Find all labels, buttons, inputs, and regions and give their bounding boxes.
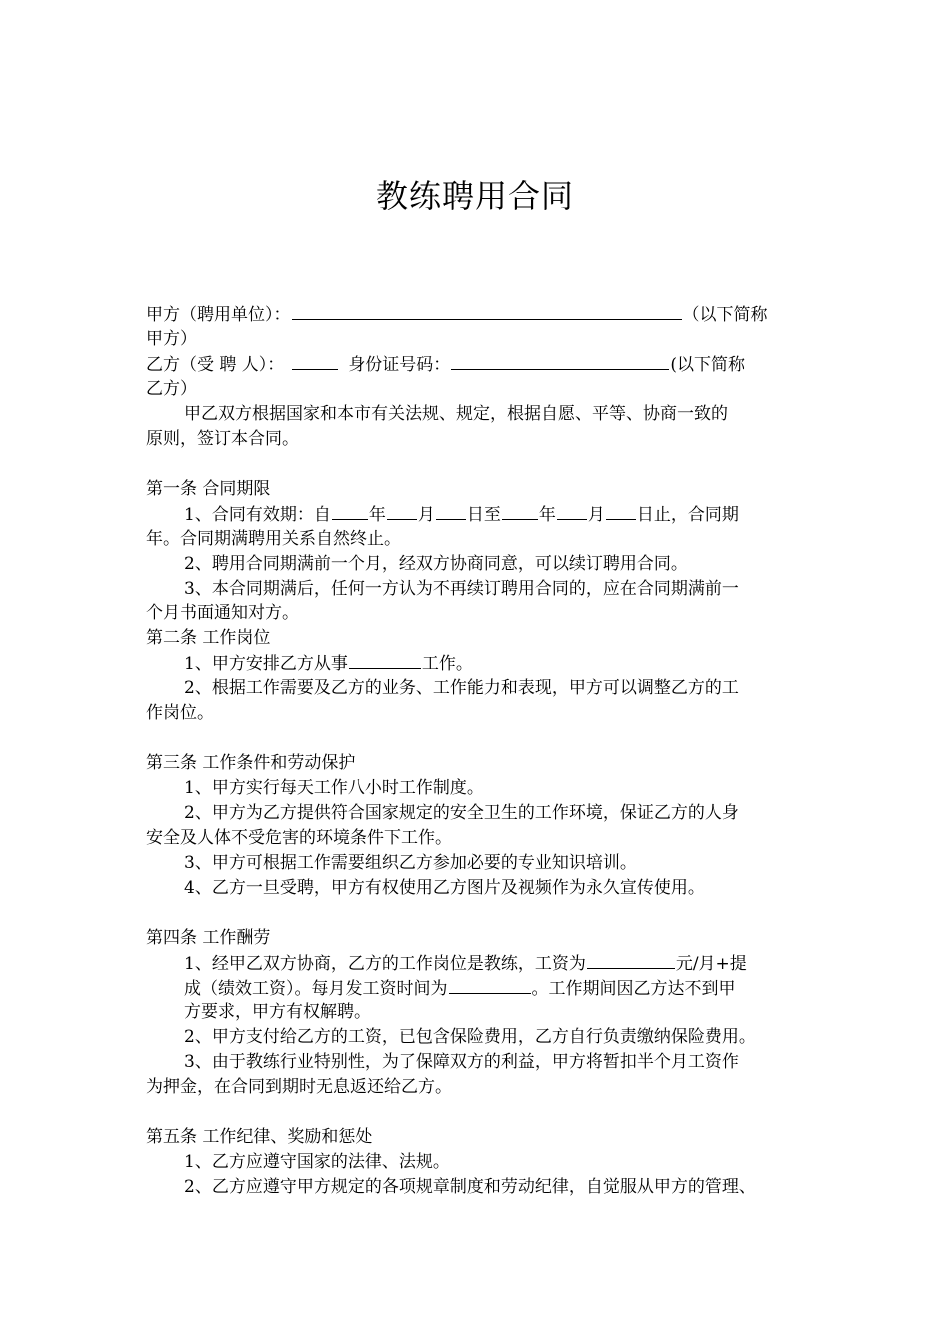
party-b-suffix: (以下简称: [670, 355, 745, 375]
article-4-clause-3-wrap: 为押金，在合同到期时无息返还给乙方。: [146, 1077, 452, 1097]
party-a-suffix: （以下简称: [682, 305, 768, 325]
article-2-clause-1: [184, 651, 814, 675]
article-3-clause-1: 1、甲方实行每天工作八小时工作制度。: [184, 778, 484, 798]
article-1-heading: 第一条 合同期限: [146, 479, 271, 499]
article-2-heading: 第二条 工作岗位: [146, 628, 271, 648]
party-b-label: 乙方（受 聘 人）：: [146, 355, 285, 375]
party-a-name-field[interactable]: [292, 302, 682, 320]
article-1-clause-3-wrap: 个月书面通知对方。: [146, 603, 299, 623]
article-4-clause-1: [184, 951, 814, 975]
party-a-label: 甲方（聘用单位）：: [146, 305, 291, 325]
article-3-clause-2-wrap: 安全及人体不受危害的环境条件下工作。: [146, 828, 452, 848]
clause-text: 成（绩效工资）。每月发工资时间为: [184, 979, 448, 999]
party-b-line-wrap: 乙方）: [146, 379, 197, 399]
preamble-line-1: 甲乙双方根据国家和本市有关法规、规定，根据自愿、平等、协商一致的: [184, 404, 728, 424]
article-4-heading: 第四条 工作酬劳: [146, 928, 271, 948]
party-b-name-field[interactable]: [292, 352, 338, 370]
article-2-clause-2-wrap: 作岗位。: [146, 703, 214, 723]
article-1-clause-2: 2、聘用合同期满前一个月，经双方协商同意，可以续订聘用合同。: [184, 554, 688, 574]
article-5-heading: 第五条 工作纪律、奖励和惩处: [146, 1127, 373, 1147]
clause-text: 元/月+提: [675, 954, 747, 974]
article-5-clause-1: 1、乙方应遵守国家的法律、法规。: [184, 1152, 450, 1172]
article-3-clause-3: 3、甲方可根据工作需要组织乙方参加必要的专业知识培训。: [184, 853, 637, 873]
party-b-id-field[interactable]: [451, 352, 669, 370]
party-b-line: [146, 352, 814, 376]
year-label: 年: [368, 505, 386, 525]
clause-text: 1、甲方安排乙方从事: [184, 654, 348, 674]
day-end-label: 日止，合同期: [636, 505, 739, 525]
article-2-clause-2: 2、根据工作需要及乙方的业务、工作能力和表现，甲方可以调整乙方的工: [184, 678, 739, 698]
clause-text: 1、合同有效期：自: [184, 505, 331, 525]
end-year-field[interactable]: [502, 502, 538, 520]
clause-text: 1、经甲乙双方协商，乙方的工作岗位是教练，工资为: [184, 954, 586, 974]
year-label: 年: [538, 505, 556, 525]
article-1-clause-3: 3、本合同期满后，任何一方认为不再续订聘用合同的，应在合同期满前一: [184, 579, 739, 599]
party-a-line-wrap: 甲方）: [146, 329, 197, 349]
article-4-clause-3: 3、由于教练行业特别性，为了保障双方的利益，甲方将暂扣半个月工资作: [184, 1052, 739, 1072]
work-type-field[interactable]: [349, 651, 421, 669]
article-4-clause-1-line-2: [184, 976, 814, 1000]
clause-text: 。工作期间因乙方达不到甲: [531, 979, 736, 999]
article-1-clause-1: [184, 502, 814, 526]
article-3-clause-2: 2、甲方为乙方提供符合国家规定的安全卫生的工作环境，保证乙方的人身: [184, 803, 739, 823]
article-3-heading: 第三条 工作条件和劳动保护: [146, 753, 356, 773]
start-month-field[interactable]: [387, 502, 417, 520]
salary-field[interactable]: [587, 951, 675, 969]
start-day-field[interactable]: [436, 502, 466, 520]
article-3-clause-4: 4、乙方一旦受聘，甲方有权使用乙方图片及视频作为永久宣传使用。: [184, 878, 705, 898]
party-b-id-label: 身份证号码：: [348, 355, 451, 375]
article-4-clause-1-line-3: 方要求，甲方有权解聘。: [184, 1002, 371, 1022]
clause-text: 工作。: [421, 654, 473, 674]
article-4-clause-2: 2、甲方支付给乙方的工资，已包含保险费用，乙方自行负责缴纳保险费用。: [184, 1027, 756, 1047]
end-month-field[interactable]: [557, 502, 587, 520]
preamble-line-2: 原则，签订本合同。: [146, 429, 299, 449]
day-to-label: 日至: [466, 505, 501, 525]
month-label: 月: [587, 505, 605, 525]
article-1-clause-1-wrap: 年。合同期满聘用关系自然终止。: [146, 529, 401, 549]
party-a-line: [146, 302, 814, 326]
month-label: 月: [417, 505, 435, 525]
end-day-field[interactable]: [606, 502, 636, 520]
article-5-clause-2: 2、乙方应遵守甲方规定的各项规章制度和劳动纪律，自觉服从甲方的管理、: [184, 1177, 756, 1197]
document-title: 教练聘用合同: [375, 177, 574, 215]
payday-field[interactable]: [449, 976, 531, 994]
start-year-field[interactable]: [332, 502, 368, 520]
